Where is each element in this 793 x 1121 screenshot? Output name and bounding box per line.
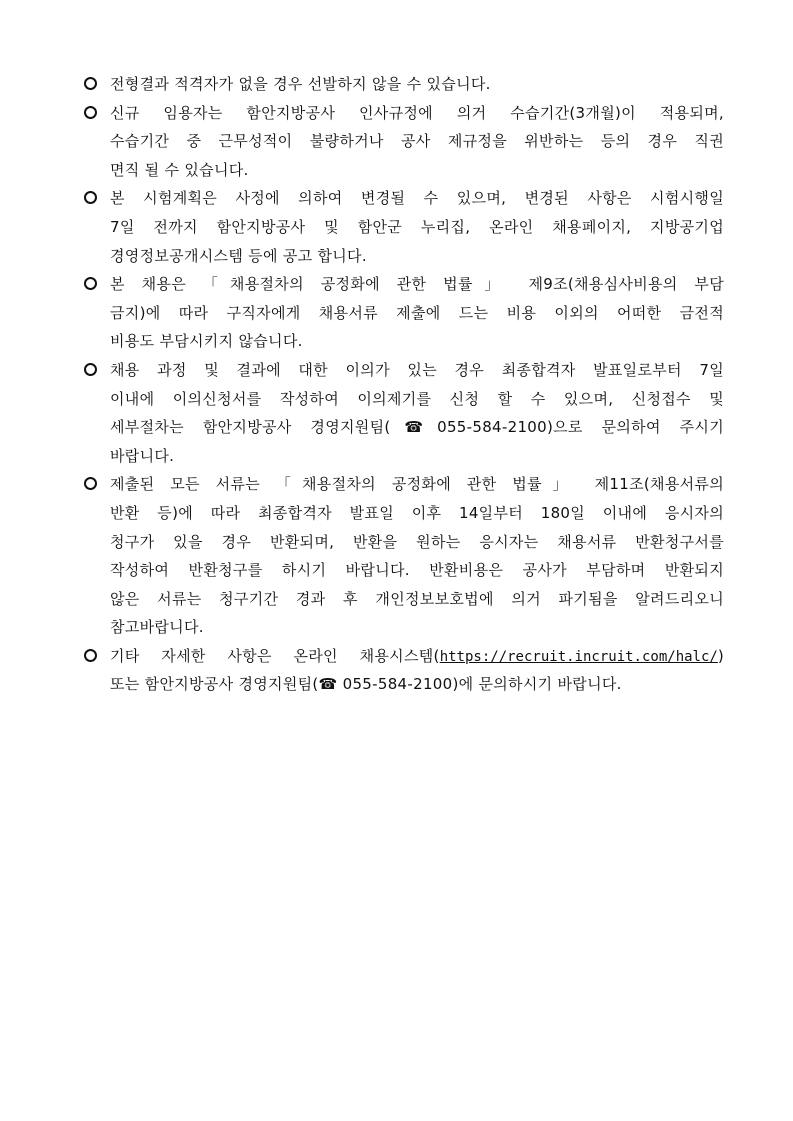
notice-line: 금지)에 따라 구직자에게 채용서류 제출에 드는 비용 이외의 어떠한 금전적 — [110, 303, 724, 322]
notice-line: 참고바랍니다. — [110, 618, 204, 637]
notice-line: 신규 임용자는 함안지방공사 인사규정에 의거 수습기간(3개월)이 적용되며, — [110, 103, 724, 122]
notice-line: 세부절차는 함안지방공사 경영지원팀(☎055-584-2100)으로 문의하여 주시기 — [110, 418, 724, 437]
notice-list — [84, 70, 724, 699]
notice-item-other-inquiries — [84, 642, 724, 699]
notice-line: 면직 될 수 있습니다. — [110, 160, 249, 179]
notice-text: 기타 자세한 사항은 온라인 채용시스템( — [110, 646, 440, 665]
circle-bullet-icon — [84, 649, 97, 662]
notice-item-no-qualified-candidate — [84, 70, 724, 99]
notice-line: 7일 전까지 함안지방공사 및 함안군 누리집, 온라인 채용페이지, 지방공기업 — [110, 217, 724, 236]
notice-line: 본 시험계획은 사정에 의하여 변경될 수 있으며, 변경된 사항은 시험시행일 — [110, 189, 724, 208]
notice-item-probation — [84, 99, 724, 185]
circle-bullet-icon — [84, 363, 97, 376]
notice-line: 수습기간 중 근무성적이 불량하거나 공사 제규정을 위반하는 등의 경우 직권 — [110, 132, 724, 151]
notice-line — [110, 642, 724, 671]
notice-item-document-return — [84, 470, 724, 642]
notice-line: 채용 과정 및 결과에 대한 이의가 있는 경우 최종합격자 발표일로부터 7일 — [110, 360, 724, 379]
notice-item-plan-change — [84, 184, 724, 270]
notice-line: 비용도 부담시키지 않습니다. — [110, 332, 303, 351]
circle-bullet-icon — [84, 191, 97, 204]
notice-item-no-cost-burden — [84, 270, 724, 356]
notice-line: 반환 등)에 따라 최종합격자 발표일 이후 14일부터 180일 이내에 응시자의 — [110, 503, 724, 522]
notice-line: 또는 함안지방공사 경영지원팀(☎ 055-584-2100)에 문의하시기 바랍니다. — [110, 675, 622, 694]
notice-item-objection — [84, 356, 724, 470]
notice-line: 본 채용은 「채용절차의 공정화에 관한 법률」 제9조(채용심사비용의 부담 — [110, 275, 724, 294]
circle-bullet-icon — [84, 77, 97, 90]
circle-bullet-icon — [84, 477, 97, 490]
notice-line: 경영정보공개시스템 등에 공고 합니다. — [110, 246, 367, 265]
circle-bullet-icon — [84, 106, 97, 119]
notice-line: 않은 서류는 청구기간 경과 후 개인정보보호법에 의거 파기됨을 알려드리오니 — [110, 589, 724, 608]
recruit-system-link[interactable]: https://recruit.incruit.com/halc/ — [439, 648, 718, 665]
notice-line: 작성하여 반환청구를 하시기 바랍니다. 반환비용은 공사가 부담하며 반환되지 — [110, 561, 724, 580]
notice-text: ) — [717, 646, 724, 665]
notice-line: 제출된 모든 서류는 「채용절차의 공정화에 관한 법률」 제11조(채용서류의 — [110, 475, 724, 494]
circle-bullet-icon — [84, 277, 97, 290]
notice-line: 전형결과 적격자가 없을 경우 선발하지 않을 수 있습니다. — [110, 75, 491, 93]
notice-line: 바랍니다. — [110, 446, 175, 465]
notice-line: 이내에 이의신청서를 작성하여 이의제기를 신청 할 수 있으며, 신청접수 및 — [110, 389, 724, 408]
notice-line: 청구가 있을 경우 반환되며, 반환을 원하는 응시자는 채용서류 반환청구서를 — [110, 532, 724, 551]
